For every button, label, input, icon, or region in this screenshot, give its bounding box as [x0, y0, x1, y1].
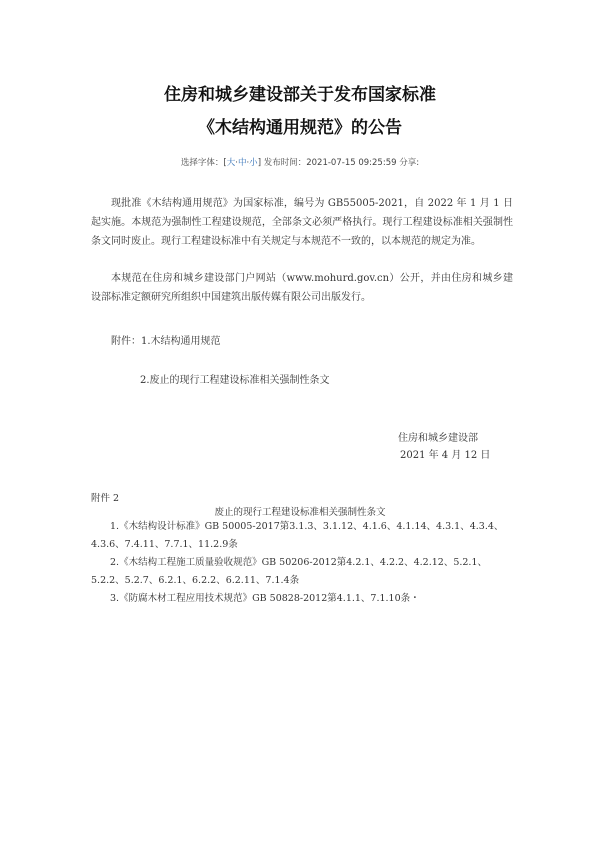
appendix-item: 1.《木结构设计标准》GB 50005-2017第3.1.3、3.1.12、4.1.6、4.1.14、4.3.1、4.3.4、4.3.6、7.4.11、7.7.1、11.2.9条	[91, 521, 504, 550]
font-size-medium-link[interactable]: 中	[237, 158, 247, 168]
share-label[interactable]: 分享:	[399, 158, 420, 168]
appendix-label: 附件 2	[91, 493, 120, 504]
appendix-heading: 废止的现行工程建设标准相关强制性条文	[214, 507, 386, 518]
bracket: ]	[257, 158, 262, 168]
announcement-paragraph-2: 本规范在住房和城乡建设部门户网站（www.mohurd.gov.cn）公开，并由住房和城乡建设部标准定额研究所组织中国建筑出版传媒有限公司出版发行。	[91, 273, 513, 303]
publish-time: 2021-07-15 09:25:59	[306, 158, 397, 168]
publish-label: 发布时间：	[263, 158, 307, 168]
attachment-1: 附件：1.木结构通用规范	[111, 336, 221, 347]
announcement-paragraph-1: 现批准《木结构通用规范》为国家标准，编号为 GB55005-2021，自 2022 年 1 月 1 日起实施。本规范为强制性工程建设规范，全部条文必须严格执行。现行工程建设标准相关强制性条文同时废止。现行工程建设标准中有关规定与本规范不一致的，以本规范的规定为准。	[91, 198, 513, 247]
appendix-list	[91, 518, 513, 608]
separator: ·	[235, 158, 238, 168]
signature-date: 2021 年 4 月 12 日	[400, 450, 491, 461]
page-title-line1: 住房和城乡建设部关于发布国家标准	[164, 85, 436, 105]
font-size-label: 选择字体：	[180, 158, 224, 168]
signature-org: 住房和城乡建设部	[398, 433, 478, 444]
article-meta	[0, 156, 600, 168]
font-size-large-link[interactable]: 大	[226, 158, 236, 168]
bracket: [	[223, 158, 227, 168]
font-size-small-link[interactable]: 小	[249, 158, 258, 168]
appendix-item: 2.《木结构工程施工质量验收规范》GB 50206-2012第4.2.1、4.2.2、4.2.12、5.2.1、5.2.2、5.2.7、6.2.1、6.2.2、6.2.11、7.1.4条	[91, 557, 487, 586]
page-title-line2: 《木结构通用规范》的公告	[198, 118, 402, 138]
separator: ·	[246, 158, 250, 168]
attachment-2: 2.废止的现行工程建设标准相关强制性条文	[140, 375, 330, 386]
appendix-item: 3.《防腐木材工程应用技术规范》GB 50828-2012第4.1.1、7.1.10条・	[110, 593, 420, 604]
